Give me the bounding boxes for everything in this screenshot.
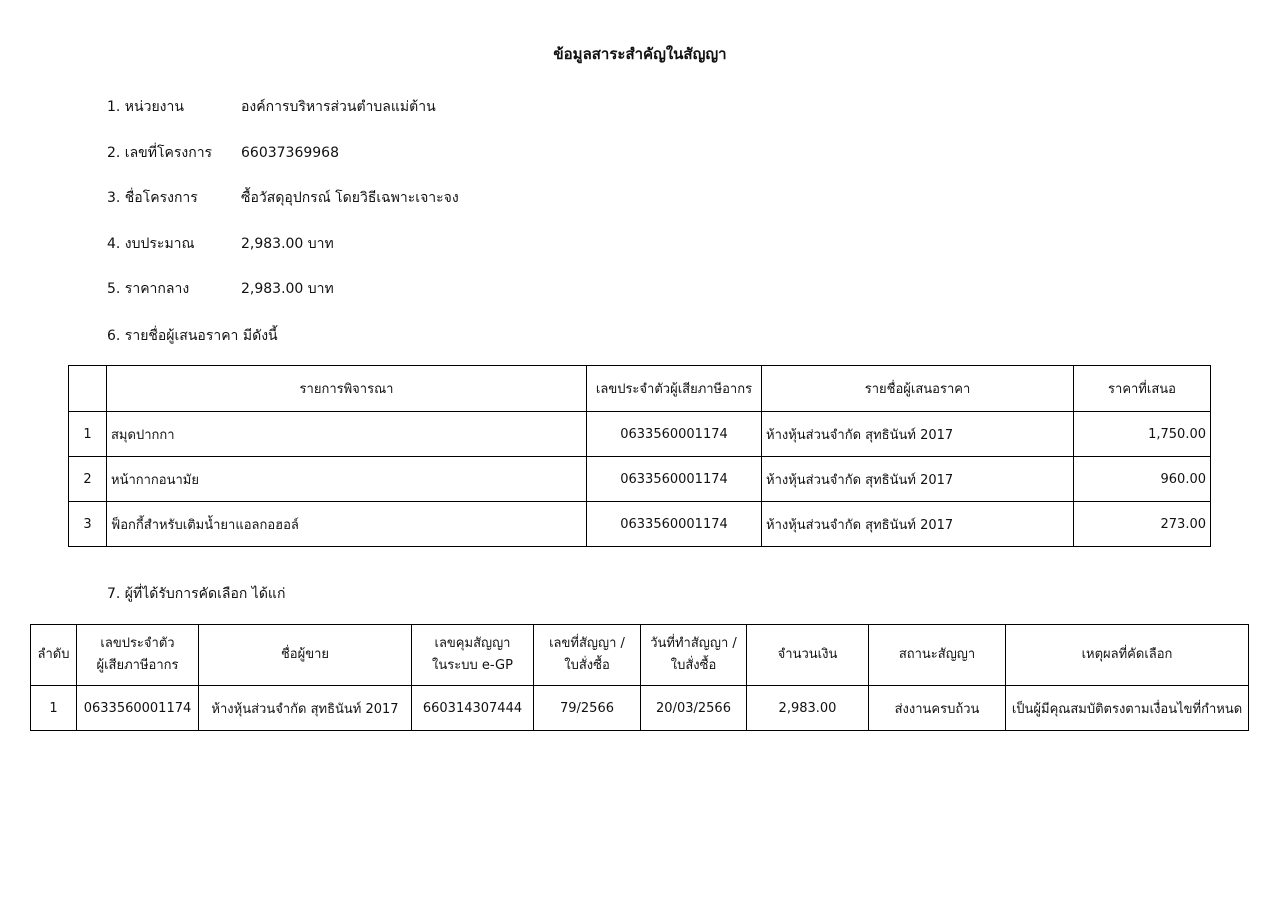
header-cell: [69, 366, 107, 412]
bidder-name: ห้างหุ้นส่วนจำกัด สุทธินันท์ 2017: [762, 502, 1074, 547]
bid-price: 960.00: [1074, 457, 1211, 502]
bid-price: 273.00: [1074, 502, 1211, 547]
header-line: เลขคุมสัญญา: [434, 636, 511, 651]
header-line: ในระบบ e-GP: [432, 658, 513, 673]
info-label: 3. ชื่อโครงการ: [107, 190, 198, 206]
info-label: 5. ราคากลาง: [107, 281, 190, 297]
selection-reason: เป็นผู้มีคุณสมบัติตรงตามเงื่อนไขที่กำหนด: [1006, 686, 1249, 731]
bidders-table: [68, 365, 1211, 547]
info-value: องค์การบริหารส่วนตำบลแม่ต้าน: [241, 99, 436, 115]
info-project-name: [107, 187, 459, 209]
table-row: [69, 457, 1211, 502]
contract-date: 20/03/2566: [641, 686, 747, 731]
bid-price: 1,750.00: [1074, 412, 1211, 457]
row-number: 3: [69, 502, 107, 547]
tax-id: 0633560001174: [587, 502, 762, 547]
info-label: 2. เลขที่โครงการ: [107, 145, 213, 161]
row-number: 2: [69, 457, 107, 502]
header-line: ใบสั่งซื้อ: [564, 658, 610, 673]
header-seller: ชื่อผู้ขาย: [199, 625, 412, 686]
row-number: 1: [31, 686, 77, 731]
header-status: สถานะสัญญา: [869, 625, 1006, 686]
bidder-name: ห้างหุ้นส่วนจำกัด สุทธินันท์ 2017: [762, 457, 1074, 502]
seller-name: ห้างหุ้นส่วนจำกัด สุทธินันท์ 2017: [199, 686, 412, 731]
header-cell: รายชื่อผู้เสนอราคา: [762, 366, 1074, 412]
contract-number: 79/2566: [534, 686, 641, 731]
winners-table: [30, 624, 1249, 731]
header-line: เลขประจำตัว: [100, 636, 175, 651]
header-line: ผู้เสียภาษีอากร: [96, 658, 179, 673]
header-contract: [534, 625, 641, 686]
info-label: 1. หน่วยงาน: [107, 99, 184, 115]
contract-status: ส่งงานครบถ้วน: [869, 686, 1006, 731]
header-amount: จำนวนเงิน: [747, 625, 869, 686]
header-cell: ราคาที่เสนอ: [1074, 366, 1211, 412]
header-no: ลำดับ: [31, 625, 77, 686]
info-median-price: [107, 278, 334, 300]
item-name: ฟ็อกกี้สำหรับเติมน้ำยาแอลกอฮอล์: [107, 502, 587, 547]
info-budget: [107, 233, 334, 255]
bidder-name: ห้างหุ้นส่วนจำกัด สุทธินันท์ 2017: [762, 412, 1074, 457]
header-tax-id: [77, 625, 199, 686]
info-value: 2,983.00 บาท: [241, 281, 334, 297]
item-name: สมุดปากกา: [107, 412, 587, 457]
info-value: ซื้อวัสดุอุปกรณ์ โดยวิธีเฉพาะเจาะจง: [241, 190, 459, 206]
item-name: หน้ากากอนามัย: [107, 457, 587, 502]
row-number: 1: [69, 412, 107, 457]
info-value: 2,983.00 บาท: [241, 236, 334, 252]
section-winners-heading: 7. ผู้ที่ได้รับการคัดเลือก ได้แก่: [107, 586, 286, 602]
info-label: 4. งบประมาณ: [107, 236, 195, 252]
table-header-row: [69, 366, 1211, 412]
header-cell: รายการพิจารณา: [107, 366, 587, 412]
header-line: วันที่ทำสัญญา /: [650, 636, 737, 651]
table-header-row: [31, 625, 1249, 686]
info-project-number: [107, 142, 339, 164]
header-cell: เลขประจำตัวผู้เสียภาษีอากร: [587, 366, 762, 412]
header-line: เลขที่สัญญา /: [549, 636, 625, 651]
egp-number: 660314307444: [412, 686, 534, 731]
contract-amount: 2,983.00: [747, 686, 869, 731]
info-agency: [107, 96, 436, 118]
table-row: [31, 686, 1249, 731]
tax-id: 0633560001174: [77, 686, 199, 731]
header-reason: เหตุผลที่คัดเลือก: [1006, 625, 1249, 686]
table-row: [69, 502, 1211, 547]
tax-id: 0633560001174: [587, 457, 762, 502]
tax-id: 0633560001174: [587, 412, 762, 457]
header-line: ใบสั่งซื้อ: [670, 658, 717, 673]
header-date: [641, 625, 747, 686]
document-title: ข้อมูลสาระสำคัญในสัญญา: [553, 45, 727, 63]
section-bidders-heading: 6. รายชื่อผู้เสนอราคา มีดังนี้: [107, 328, 278, 344]
header-egp: [412, 625, 534, 686]
info-value: 66037369968: [241, 145, 339, 161]
table-row: [69, 412, 1211, 457]
